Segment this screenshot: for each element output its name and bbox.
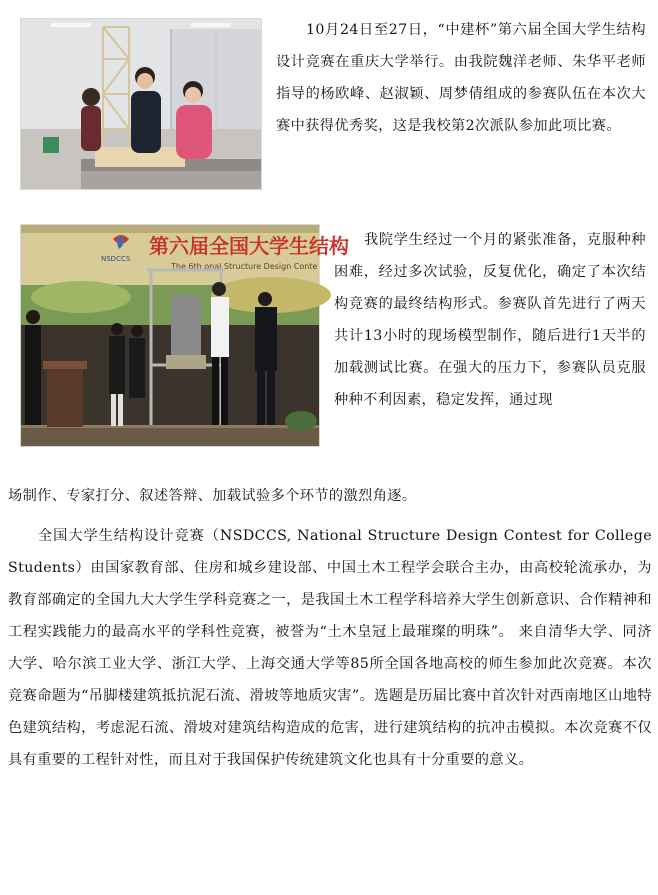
paragraph-preparation-continued: 场制作、专家打分、叙述答辩、加载试验多个环节的激烈角逐。 [8,488,417,504]
stage-banner-logo-text: NSDCCS [101,255,131,263]
paragraph-preparation: 我院学生经过一个月的紧张准备，克服种种困难，经过多次试验，反复优化，确定了本次结构竞赛的最终结构形式。参赛队首先进行了两天共计13小时的现场模型制作，随后进行1天半的加载测试比赛。在强大的压力下，参赛队员克服种种不利因素，稳定发挥，通过现 [334,232,646,408]
stage-banner-subtitle: The 6th onal Structure Design Conte [171,262,318,271]
stage-banner-title: 第六届全国大学生结构 [149,234,349,258]
team-model-photo [20,18,262,190]
competition-stage-photo [20,224,349,447]
paragraph-competition-background: 全国大学生结构设计竞赛（NSDCCS, National Structure Design Contest for College Students）由国家教育部、住房和城乡建设部、中国土木工程学会联合主办，由高校轮流承办，为教育部确定的全国九大大学生学科竞赛之一，是我国土木工程学科培养大学生创新意识、合作精神和工程实践能力的最高水平的学科性竞赛，被誉为“土木皇冠上最璀璨的明珠”。 来自清华大学、同济大学、哈尔滨工业大学、浙江大学、上海交通大学等85所全国各地高校的师生参加此次竞赛。本次竞赛命题为“吊脚楼建筑抵抗泥石流、滑坡等地质灾害”。选题是历届比赛中首次针对西南地区山地特色建筑结构，考虑泥石流、滑坡对建筑结构造成的危害，进行建筑结构的抗冲击模拟。本次竞赛不仅具有重要的工程针对性，而且对于我国保护传统建筑文化也具有十分重要的意义。 [8,528,652,768]
paragraph-intro: 10月24日至27日，“中建杯”第六届全国大学生结构设计竞赛在重庆大学举行。由我院魏洋老师、朱华平老师指导的杨欧峰、赵淑颖、周梦倩组成的参赛队伍在本次大赛中获得优秀奖，这是我校第2次派队参加此项比赛。 [276,22,646,134]
